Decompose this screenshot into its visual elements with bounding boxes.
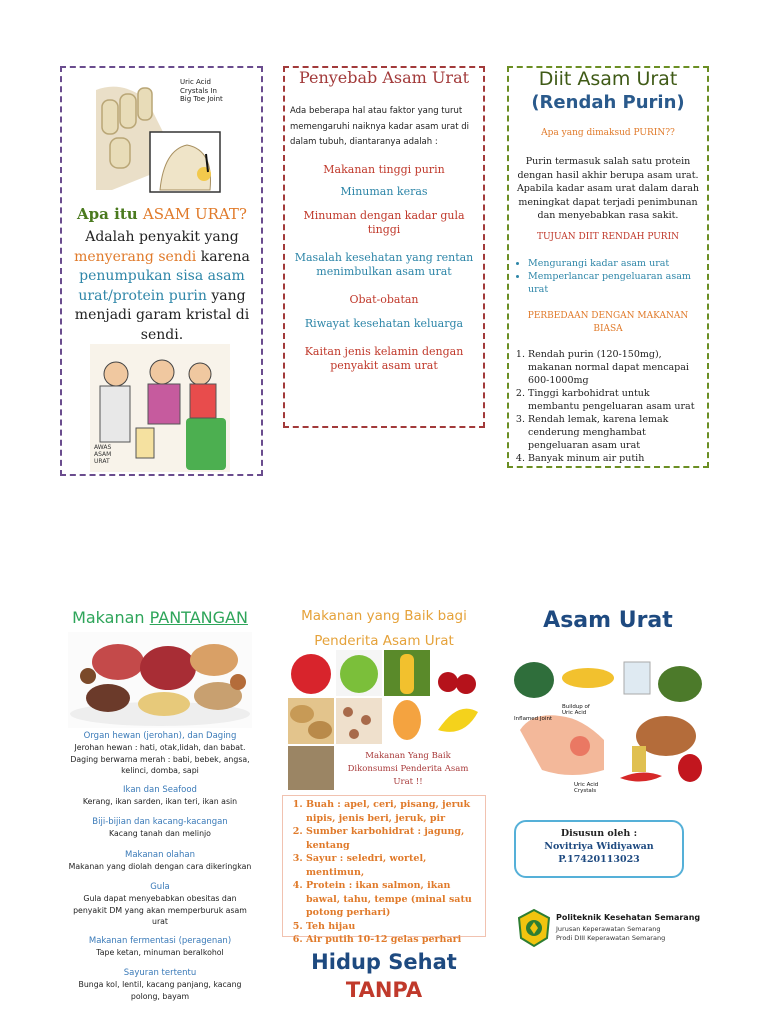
apa-itu-heading: Apa itu ASAM URAT? [77, 205, 247, 223]
hidup-sehat-text: Hidup Sehat [311, 950, 457, 974]
group-text: Gula dapat menyebabkan obesitas dan penyakit DM yang akan memperburuk asam urat [73, 894, 247, 926]
group-text: Kacang tanah dan melinjo [109, 829, 211, 838]
pantangan-title: Makanan PANTANGAN [72, 608, 248, 627]
group-heading: Sayuran tertentu [123, 968, 197, 978]
good-food-item: 3. Sayur : seledri, wortel, mentimun, [306, 852, 482, 879]
cause-item: Minuman keras [340, 185, 428, 198]
cause-item: Riwayat kesehatan keluarga [304, 317, 464, 330]
author-id: P.17420113023 [558, 854, 640, 865]
collage-caption: Makanan Yang Baik Dikonsumsi Penderita Asam Urat !! [347, 751, 469, 787]
group-heading: Gula [150, 882, 170, 892]
goal-heading: TUJUAN DIIT RENDAH PURIN [536, 232, 680, 242]
cause-item: Obat-obatan [349, 293, 419, 306]
label-inflamed-joint: Inflamed Joint [514, 716, 553, 722]
tanpa-text: TANPA [345, 978, 423, 1002]
forbidden-food-image [68, 632, 252, 728]
diit-subtitle: (Rendah Purin) [531, 92, 685, 113]
group-heading: Ikan dan Seafood [123, 784, 197, 795]
good-food-title-1: Makanan yang Baik bagi [301, 608, 467, 624]
xray-foot-illustration [92, 70, 232, 196]
good-food-item: 5. Teh hijau [306, 920, 482, 934]
label-buildup: Buildup of Uric Acid [562, 704, 590, 716]
goal-item: • Memperlancar pengeluaran asam urat [528, 270, 700, 296]
institution-name: Politeknik Kesehatan Semarang [556, 913, 701, 922]
cover-title: Asam Urat [543, 608, 673, 633]
group-text: Makanan yang diolah dengan cara dikeringkan [68, 861, 252, 871]
pantangan-groups [66, 731, 254, 1002]
penyebab-list [289, 163, 479, 373]
penyebab-intro: Ada beberapa hal atau faktor yang turut memengaruhi naiknya kadar asam urat di dalam tubuh, diantaranya adalah : [290, 106, 470, 147]
cartoon-caption: AWAS ASAM URAT [94, 444, 112, 465]
good-food-item: 6. Air putih 10-12 gelas perhari [306, 933, 482, 947]
author-label: Disusun oleh : [560, 828, 638, 839]
institution-logo [515, 908, 553, 948]
pantangan-underlined: PANTANGAN [149, 608, 248, 627]
author-name: Novitriya Widiyawan [544, 841, 654, 852]
group-heading: Makanan olahan [125, 849, 195, 860]
purin-question: Apa yang dimaksud PURIN?? [541, 128, 675, 138]
group-heading: Makanan fermentasi (peragenan) [88, 935, 232, 946]
cover-image [512, 660, 704, 800]
diff-item: 3. Rendah lemak, karena lemak cenderung menghambat pengeluaran asam urat [528, 413, 704, 452]
penyebab-title: Penyebab Asam Urat [298, 68, 470, 87]
group-heading: Biji-bijian dan kacang-kacangan [92, 817, 228, 827]
group-text: Tape ketan, minuman beralkohol [96, 947, 224, 957]
cause-item: Makanan tinggi purin [323, 163, 445, 176]
group-heading: Organ hewan (jerohan), dan Daging [83, 731, 237, 741]
diff-heading: PERBEDAAN DENGAN MAKANAN BIASA [527, 311, 689, 334]
cause-item: Kaitan jenis kelamin dengan penyakit asam urat [304, 345, 464, 372]
diff-item: 1. Rendah purin (120-150mg), makanan normal dapat mencapai 600-1000mg [528, 348, 704, 387]
good-food-item: 2. Sumber karbohidrat : jagung, kentang [306, 825, 482, 852]
cause-item: Minuman dengan kadar gula tinggi [303, 209, 465, 236]
good-food-item: 4. Protein : ikan salmon, ikan bawal, tahu, tempe (minal satu potong perhari) [306, 879, 482, 920]
heading-highlight: ASAM URAT? [142, 205, 247, 223]
good-food-item: 1. Buah : apel, ceri, pisang, jeruk nipis, jenis beri, jeruk, pir [306, 798, 482, 825]
cause-item: Masalah kesehatan yang rentan menimbulkan asam urat [294, 251, 474, 278]
good-food-collage [288, 650, 480, 790]
good-food-list [284, 798, 482, 947]
group-text: Jerohan hewan : hati, otak,lidah, dan babat. Daging berwarna merah : babi, bebek, angsa, kelinci, domba, sapi [70, 743, 250, 775]
good-food-title-2: Penderita Asam Urat [314, 633, 454, 649]
diff-item: 4. Banyak minum air putih [528, 452, 704, 465]
group-text: Kerang, ikan sarden, ikan teri, ikan asin [82, 796, 238, 806]
diff-item: 2. Tinggi karbohidrat untuk membantu pengeluaran asam urat [528, 387, 704, 413]
gout-cartoon-image [90, 344, 230, 472]
xray-label: Uric Acid Crystals In Big Toe Joint [180, 78, 223, 103]
diff-list [508, 348, 704, 465]
asam-urat-definition: Adalah penyakit yang menyerang sendi karena penumpukan sisa asam urat/protein purin yang menjadi garam kristal di sendi. [74, 229, 250, 343]
diit-title: Diit Asam Urat [538, 68, 678, 90]
institution-prodi: Prodi DIII Keperawatan Semarang [556, 934, 666, 942]
goal-list [510, 257, 700, 296]
label-crystals: Uric Acid Crystals [574, 782, 599, 794]
institution-dept: Jurusan Keperawatan Semarang [556, 925, 661, 933]
purin-explanation: Purin termasuk salah satu protein dengan hasil akhir berupa asam urat. Apabila kadar asam urat dalam darah meningkat dapat terjadi penimbunan dan menyebabkan rasa sakit. [516, 156, 700, 221]
goal-item: • Mengurangi kadar asam urat [528, 257, 700, 270]
group-text: Bunga kol, lentil, kacang panjang, kacang polong, bayam [78, 980, 242, 1001]
